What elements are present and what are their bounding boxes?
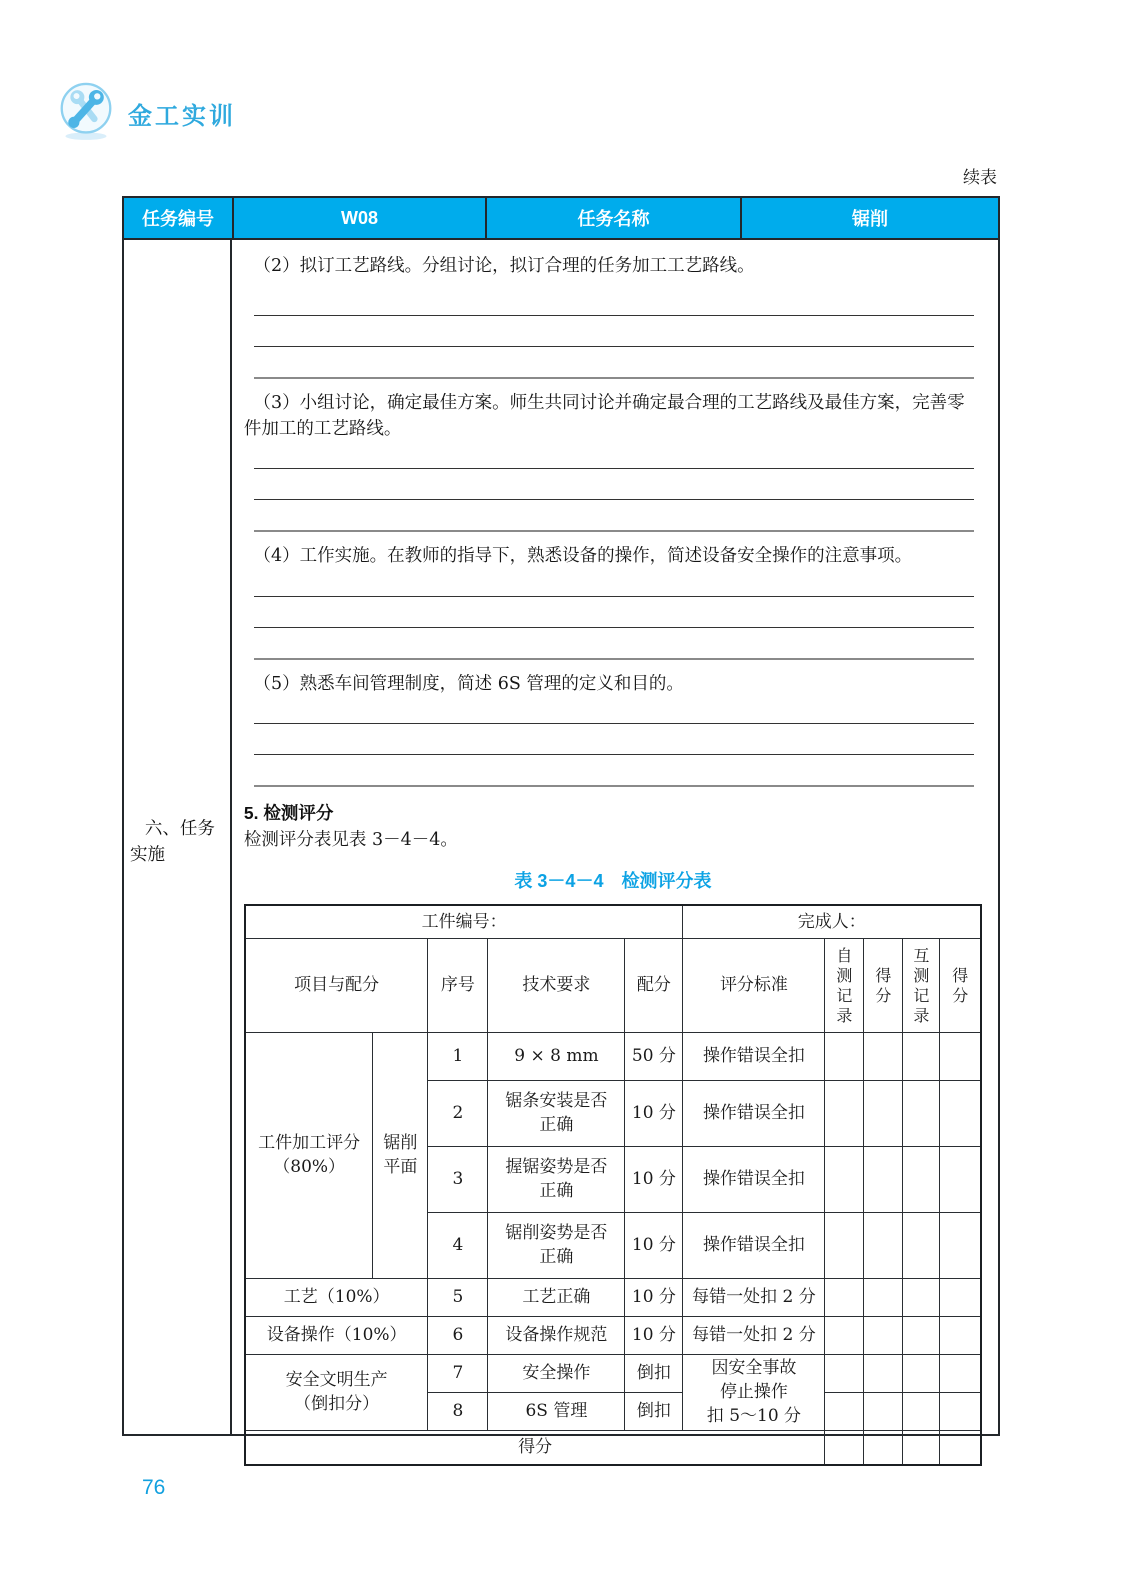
group-safety-cell: 安全文明生产 （倒扣分） [245,1355,428,1431]
col-header-item: 项目与配分 [245,939,428,1033]
total-row [245,1431,981,1465]
std-cell: 操作错误全扣 [683,1081,825,1147]
task-name-value-cell: 锯削 [740,198,998,238]
record-cell [940,1431,981,1465]
writing-line [254,442,974,469]
std-cell: 每错一处扣 2 分 [683,1279,825,1317]
content-column [232,240,998,1458]
record-cell [825,1393,864,1431]
req-cell: 握锯姿势是否 正确 [488,1147,625,1213]
side-label-line1: 六、任务 [144,819,215,839]
req-cell: 锯削姿势是否 正确 [488,1213,625,1279]
table-row [245,1355,981,1393]
col-header-self-score: 得分 [864,939,903,1033]
writing-line [254,597,974,628]
req-cell: 锯条安装是否 正确 [488,1081,625,1147]
record-cell [864,1431,903,1465]
side-label [130,816,224,869]
pts-cell: 10 分 [625,1213,683,1279]
task-no-value-cell: W08 [232,198,485,238]
record-cell [825,1279,864,1317]
record-cell [864,1033,903,1081]
task-header-row [124,198,998,240]
pts-cell: 10 分 [625,1081,683,1147]
group-machining-sub-cell: 锯削 平面 [373,1033,428,1279]
record-cell [903,1393,940,1431]
record-cell [903,1213,940,1279]
step-paragraph-4: （4）工作实施。在教师的指导下，熟悉设备的操作，简述设备安全操作的注意事项。 [253,546,913,567]
section-heading: 5. 检测评分 [243,802,334,823]
pts-cell: 50 分 [625,1033,683,1081]
writing-line [254,628,974,660]
step-paragraph-2: （2）拟订工艺路线。分组讨论，拟订合理的任务加工工艺路线。 [253,256,755,276]
record-cell [864,1317,903,1355]
seq-cell: 7 [428,1355,488,1393]
record-cell [903,1431,940,1465]
score-table-caption: 表 3－4－4 检测评分表 [514,870,712,891]
pts-cell: 10 分 [625,1279,683,1317]
writing-line [254,279,974,316]
item-cell: 工艺（10%） [245,1279,428,1317]
record-cell [940,1033,981,1081]
table-row [245,1279,981,1317]
std-cell: 操作错误全扣 [683,1213,825,1279]
record-cell [825,1355,864,1393]
task-table [122,196,1000,1458]
record-cell [940,1355,981,1393]
seq-cell: 2 [428,1081,488,1147]
seq-cell: 8 [428,1393,488,1431]
brand-header [58,80,236,146]
header-row [245,939,981,1033]
completer-cell: 完成人： [683,905,981,939]
col-header-req: 技术要求 [488,939,625,1033]
col-header-peer-score: 得分 [940,939,981,1033]
record-cell [825,1147,864,1213]
seq-cell: 4 [428,1213,488,1279]
pts-cell: 倒扣 [625,1355,683,1393]
col-header-self-record: 自测记录 [825,939,864,1033]
record-cell [940,1279,981,1317]
step-paragraph-5: （5）熟悉车间管理制度，简述 6S 管理的定义和目的。 [253,673,684,694]
record-cell [940,1393,981,1431]
pts-cell: 10 分 [625,1147,683,1213]
record-cell [903,1033,940,1081]
req-cell: 6S 管理 [488,1393,625,1431]
pts-cell: 倒扣 [625,1393,683,1431]
std-cell: 每错一处扣 2 分 [683,1317,825,1355]
writing-line [254,570,974,597]
task-table-body [124,240,998,1458]
col-header-pts: 配分 [625,939,683,1033]
score-table [244,904,982,1466]
writing-line [254,469,974,500]
record-cell [864,1393,903,1431]
writing-line [254,500,974,532]
brand-title: 金工实训 [128,102,236,130]
task-no-label-cell: 任务编号 [124,198,232,238]
side-column [124,240,232,1434]
writing-line [254,316,974,347]
record-cell [864,1279,903,1317]
record-cell [903,1355,940,1393]
seq-cell: 3 [428,1147,488,1213]
continued-label: 续表 [963,168,997,187]
record-cell [864,1147,903,1213]
req-cell: 设备操作规范 [488,1317,625,1355]
col-header-seq: 序号 [428,939,488,1033]
pts-cell: 10 分 [625,1317,683,1355]
record-cell [903,1081,940,1147]
seq-cell: 5 [428,1279,488,1317]
req-cell: 安全操作 [488,1355,625,1393]
col-header-std: 评分标准 [683,939,825,1033]
step-paragraph-3: （3）小组讨论，确定最佳方案。师生共同讨论并确定最合理的工艺路线及最佳方案，完善零件加工的工艺路线。 [243,393,965,439]
writing-line [254,697,974,724]
record-cell [825,1317,864,1355]
record-cell [903,1147,940,1213]
record-cell [940,1213,981,1279]
piece-no-cell: 工件编号： [245,905,683,939]
record-cell [825,1033,864,1081]
record-cell [825,1213,864,1279]
std-cell: 操作错误全扣 [683,1033,825,1081]
group-machining-cell: 工件加工评分 （80%） [245,1033,373,1279]
record-cell [903,1279,940,1317]
std-safety-cell: 因安全事故 停止操作 扣 5～10 分 [683,1355,825,1431]
col-header-peer-record: 互测记录 [903,939,940,1033]
table-row [245,905,981,939]
side-label-line2: 实施 [130,845,165,866]
record-cell [864,1213,903,1279]
seq-cell: 1 [428,1033,488,1081]
std-cell: 操作错误全扣 [683,1147,825,1213]
record-cell [940,1317,981,1355]
writing-line [254,755,974,787]
total-label-cell: 得分 [245,1431,825,1465]
page-number: 76 [142,1476,166,1499]
writing-line [254,724,974,755]
table-row [245,1033,981,1081]
record-cell [864,1081,903,1147]
section-intro: 检测评分表见表 3－4－4。 [243,830,458,851]
req-cell: 工艺正确 [488,1279,625,1317]
record-cell [903,1317,940,1355]
record-cell [940,1081,981,1147]
record-cell [940,1147,981,1213]
task-name-label-cell: 任务名称 [485,198,740,238]
record-cell [825,1431,864,1465]
item-cell: 设备操作（10%） [245,1317,428,1355]
seq-cell: 6 [428,1317,488,1355]
wrench-logo-icon [58,80,114,146]
record-cell [825,1081,864,1147]
req-cell: 9 × 8 mm [488,1033,625,1081]
table-row [245,1317,981,1355]
writing-line [254,347,974,379]
record-cell [864,1355,903,1393]
